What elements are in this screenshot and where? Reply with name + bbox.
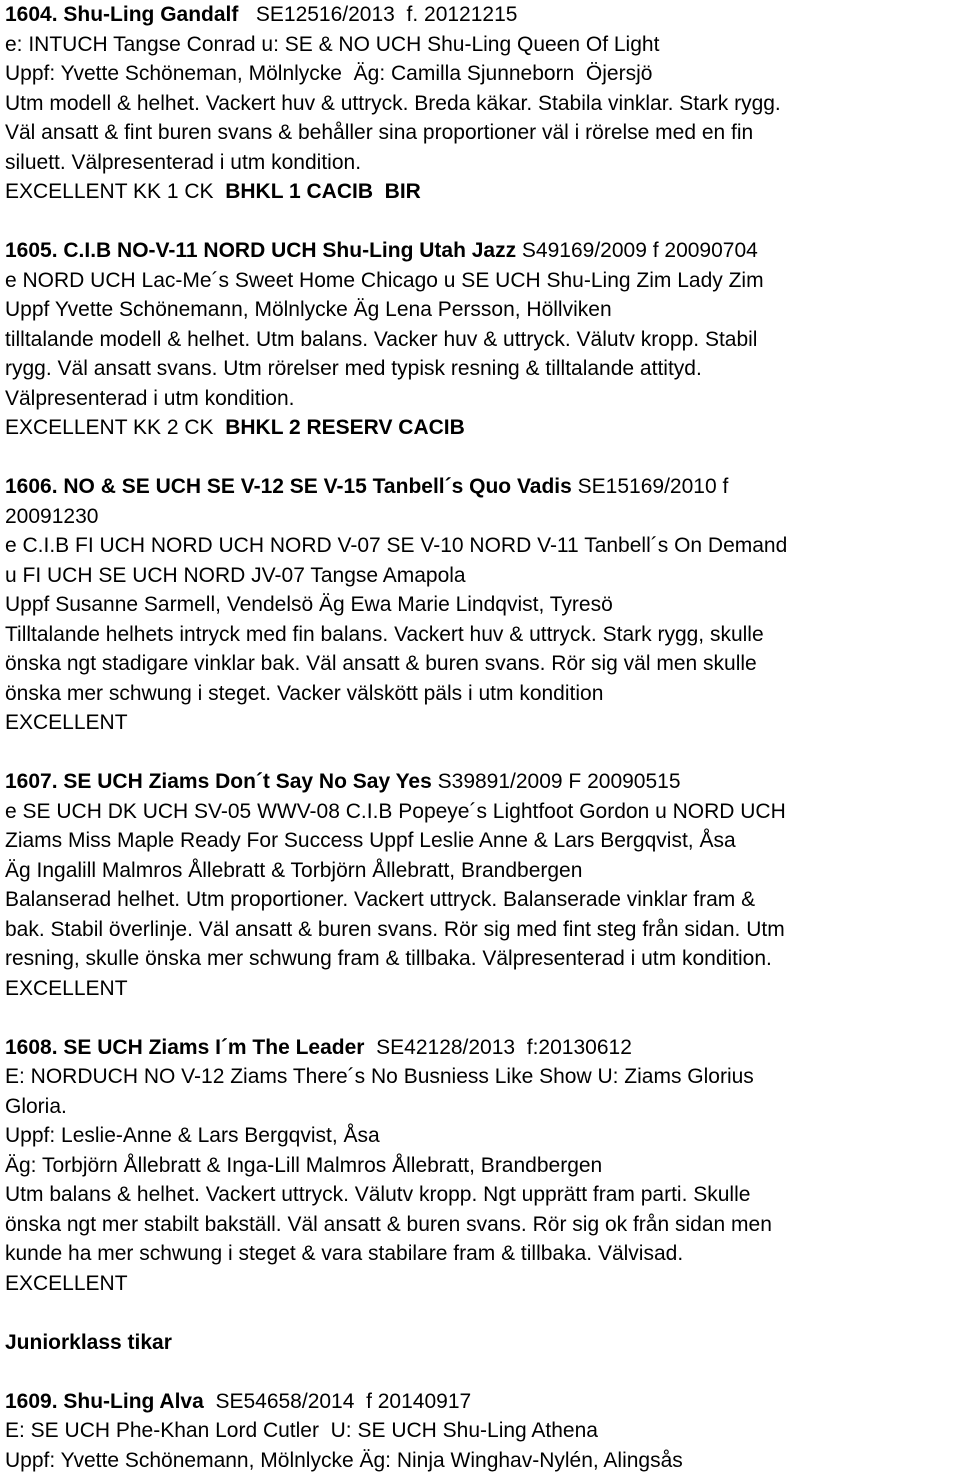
catalog-entry [5,1328,960,1358]
bold-text: 1606. NO & SE UCH SE V-12 SE V-15 Tanbell´s Quo Vadis [5,475,572,498]
text-line [5,620,960,650]
text-line [5,1062,960,1092]
document-page [5,0,960,1475]
text-line [5,944,960,974]
text-span: Uppf: Yvette Schönemann, Mölnlycke Äg: Ninja Winghav-Nylén, Alingsås [5,1449,683,1472]
text-line [5,148,960,178]
text-span: Väl ansatt & fint buren svans & behåller sina proportioner väl i rörelse med en fin [5,121,753,144]
text-line [5,1387,960,1417]
text-line [5,1210,960,1240]
text-span: SE42128/2013 f:20130612 [364,1036,631,1059]
text-line [5,59,960,89]
text-line [5,679,960,709]
catalog-entry [5,236,960,443]
text-line [5,1033,960,1063]
text-line [5,1121,960,1151]
blank-line [5,1298,960,1328]
bold-text: 1608. SE UCH Ziams I´m The Leader [5,1036,364,1059]
text-span: Gloria. [5,1095,67,1118]
text-line [5,30,960,60]
text-line [5,118,960,148]
bold-text: 1607. SE UCH Ziams Don´t Say No Say Yes [5,770,432,793]
text-span: e: INTUCH Tangse Conrad u: SE & NO UCH Shu-Ling Queen Of Light [5,33,659,56]
text-span: S49169/2009 f 20090704 [516,239,758,262]
text-line [5,1446,960,1475]
bold-text: BHKL 2 RESERV CACIB [225,416,465,439]
text-span: kunde ha mer schwung i steget & vara stabilare fram & tillbaka. Välvisad. [5,1242,683,1265]
text-span: Välpresenterad i utm kondition. [5,387,295,410]
text-span: Utm modell & helhet. Vackert huv & uttryck. Breda käkar. Stabila vinklar. Stark rygg. [5,92,781,115]
text-span: e SE UCH DK UCH SV-05 WWV-08 C.I.B Popeye´s Lightfoot Gordon u NORD UCH [5,800,786,823]
text-span: bak. Stabil överlinje. Väl ansatt & buren svans. Rör sig med fint steg från sidan. Utm [5,918,785,941]
text-line [5,177,960,207]
text-line [5,915,960,945]
text-span: SE54658/2014 f 20140917 [204,1390,471,1413]
text-span: EXCELLENT [5,977,128,1000]
text-span: önska ngt mer stabilt bakställ. Väl ansatt & buren svans. Rör sig ok från sidan men [5,1213,772,1236]
text-span: Ziams Miss Maple Ready For Success Uppf Leslie Anne & Lars Bergqvist, Åsa [5,829,736,852]
text-line [5,531,960,561]
text-line [5,590,960,620]
text-line [5,561,960,591]
text-span: EXCELLENT KK 1 CK [5,180,225,203]
bold-text: 1605. C.I.B NO-V-11 NORD UCH Shu-Ling Utah Jazz [5,239,516,262]
text-span: u FI UCH SE UCH NORD JV-07 Tangse Amapola [5,564,466,587]
text-span: e NORD UCH Lac-Me´s Sweet Home Chicago u SE UCH Shu-Ling Zim Lady Zim [5,269,764,292]
text-span: EXCELLENT KK 2 CK [5,416,225,439]
text-line [5,1180,960,1210]
text-line [5,502,960,532]
text-span: Äg Ingalill Malmros Ållebratt & Torbjörn Ållebratt, Brandbergen [5,859,582,882]
text-line [5,236,960,266]
text-line [5,354,960,384]
catalog-entry [5,1387,960,1475]
text-line [5,1092,960,1122]
text-span: önska mer schwung i steget. Vacker välskött päls i utm kondition [5,682,603,705]
text-line [5,708,960,738]
text-line [5,649,960,679]
text-line [5,89,960,119]
bold-text: 1604. Shu-Ling Gandalf [5,3,238,26]
blank-line [5,1357,960,1387]
text-line [5,826,960,856]
text-line [5,1269,960,1299]
text-line [5,1416,960,1446]
text-span: Tilltalande helhets intryck med fin balans. Vackert huv & uttryck. Stark rygg, skulle [5,623,764,646]
catalog-entry [5,767,960,1003]
text-span: EXCELLENT [5,711,128,734]
text-line [5,0,960,30]
catalog-entry [5,472,960,738]
text-span: Uppf Susanne Sarmell, Vendelsö Äg Ewa Marie Lindqvist, Tyresö [5,593,613,616]
blank-line [5,1003,960,1033]
text-line [5,413,960,443]
bold-text: 1609. Shu-Ling Alva [5,1390,204,1413]
text-span: SE15169/2010 f [572,475,728,498]
text-span: e C.I.B FI UCH NORD UCH NORD V-07 SE V-10 NORD V-11 Tanbell´s On Demand [5,534,787,557]
text-line [5,325,960,355]
bold-text: Juniorklass tikar [5,1331,172,1354]
text-span: tilltalande modell & helhet. Utm balans. Vacker huv & uttryck. Välutv kropp. Stabil [5,328,757,351]
text-span: Uppf Yvette Schönemann, Mölnlycke Äg Lena Persson, Höllviken [5,298,612,321]
text-span: SE12516/2013 f. 20121215 [238,3,517,26]
text-span: S39891/2009 F 20090515 [432,770,681,793]
text-line [5,1328,960,1358]
blank-line [5,443,960,473]
text-span: önska ngt stadigare vinklar bak. Väl ansatt & buren svans. Rör sig väl men skulle [5,652,757,675]
text-line [5,472,960,502]
text-line [5,1239,960,1269]
text-line [5,295,960,325]
blank-line [5,738,960,768]
text-span: Uppf: Yvette Schöneman, Mölnlycke Äg: Camilla Sjunneborn Öjersjö [5,62,652,85]
catalog-entry [5,0,960,207]
bold-text: BHKL 1 CACIB BIR [225,180,421,203]
blank-line [5,207,960,237]
text-span: EXCELLENT [5,1272,128,1295]
text-span: 20091230 [5,505,98,528]
text-span: resning, skulle önska mer schwung fram & tillbaka. Välpresenterad i utm kondition. [5,947,772,970]
text-line [5,1151,960,1181]
text-span: E: NORDUCH NO V-12 Ziams There´s No Busniess Like Show U: Ziams Glorius [5,1065,754,1088]
text-span: Balanserad helhet. Utm proportioner. Vackert uttryck. Balanserade vinklar fram & [5,888,755,911]
text-span: rygg. Väl ansatt svans. Utm rörelser med typisk resning & tilltalande attityd. [5,357,702,380]
text-span: Utm balans & helhet. Vackert uttryck. Välutv kropp. Ngt upprätt fram parti. Skulle [5,1183,750,1206]
text-line [5,974,960,1004]
text-line [5,885,960,915]
text-span: E: SE UCH Phe-Khan Lord Cutler U: SE UCH Shu-Ling Athena [5,1419,598,1442]
text-line [5,767,960,797]
text-span: Äg: Torbjörn Ållebratt & Inga-Lill Malmros Ållebratt, Brandbergen [5,1154,602,1177]
text-line [5,384,960,414]
text-line [5,266,960,296]
text-line [5,797,960,827]
text-span: Uppf: Leslie-Anne & Lars Bergqvist, Åsa [5,1124,380,1147]
text-line [5,856,960,886]
catalog-entry [5,1033,960,1299]
text-span: siluett. Välpresenterad i utm kondition. [5,151,361,174]
